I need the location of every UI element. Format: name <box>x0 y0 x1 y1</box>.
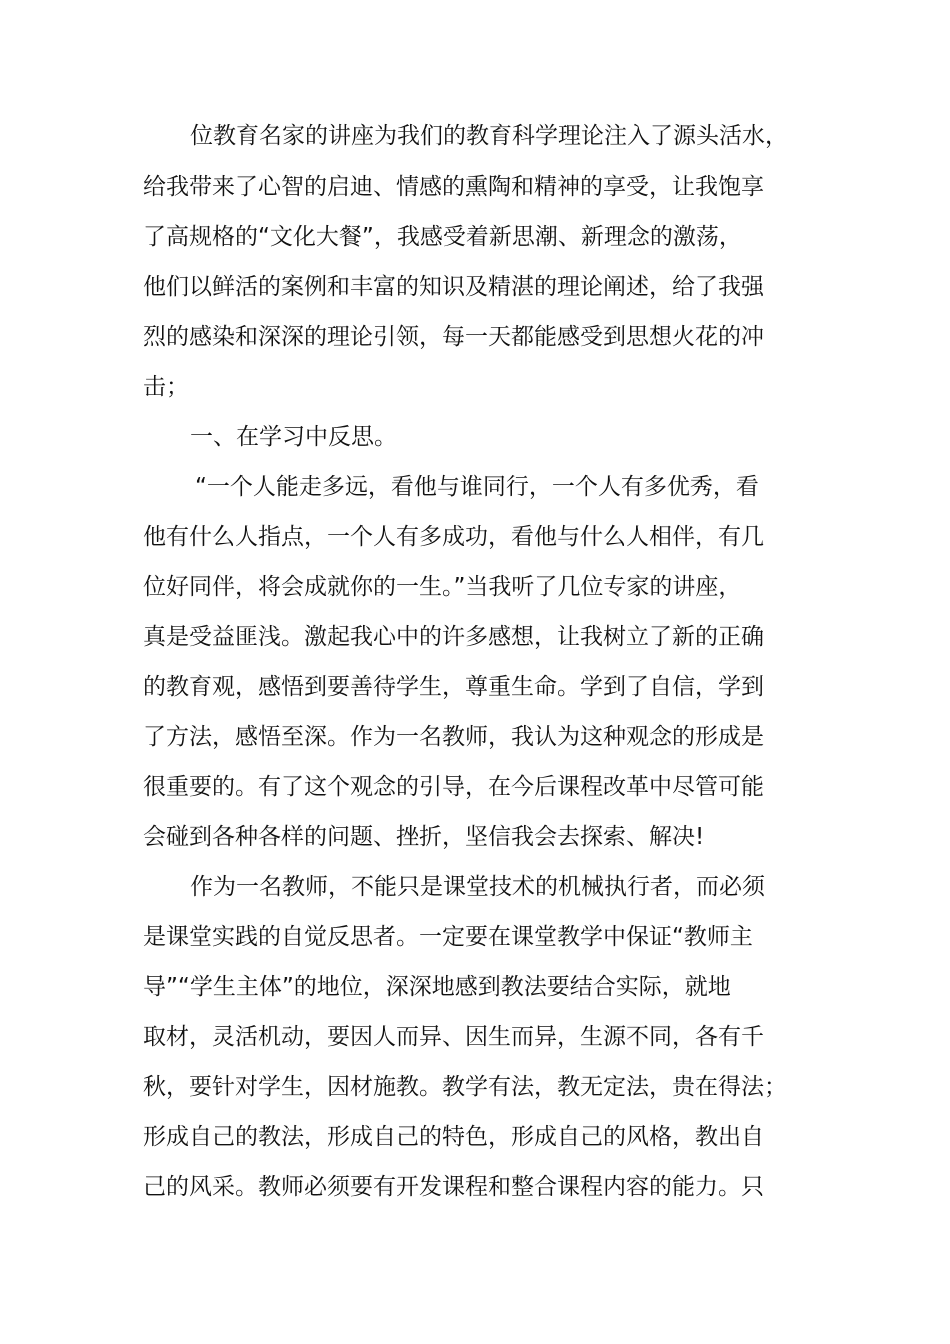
paragraph-4-line-5: 秋，要针对学生，因材施教。教学有法，教无定法，贵在得法； <box>143 1074 787 1100</box>
paragraph-4-line-6: 形成自己的教法，形成自己的特色，形成自己的风格，教出自 <box>143 1124 764 1150</box>
paragraph-4-line-1: 作为一名教师，不能只是课堂技术的机械执行者，而必须 <box>190 874 765 900</box>
paragraph-1-line-3: 了高规格的“文化大餐”，我感受着新思潮、新理念的激荡， <box>143 224 742 250</box>
paragraph-1-line-6: 击； <box>143 374 189 400</box>
paragraph-3-line-7: 很重要的。有了这个观念的引导，在今后课程改革中尽管可能 <box>143 774 764 800</box>
section-heading: 一、在学习中反思。 <box>190 424 397 450</box>
paragraph-3-line-6: 了方法，感悟至深。作为一名教师，我认为这种观念的形成是 <box>143 724 764 750</box>
paragraph-3-line-2: 他有什么人指点，一个人有多成功，看他与什么人相伴，有几 <box>143 524 764 550</box>
paragraph-4-line-7: 己的风采。教师必须要有开发课程和整合课程内容的能力。只 <box>143 1174 764 1200</box>
paragraph-3-line-5: 的教育观，感悟到要善待学生，尊重生命。学到了自信，学到 <box>143 674 764 700</box>
paragraph-1-line-4: 他们以鲜活的案例和丰富的知识及精湛的理论阐述，给了我强 <box>143 274 764 300</box>
paragraph-1-line-5: 烈的感染和深深的理论引领，每一天都能感受到思想火花的冲 <box>143 324 764 350</box>
paragraph-4-line-3: 导”“学生主体”的地位，深深地感到教法要结合实际，就地 <box>143 974 731 1000</box>
paragraph-1-line-1: 位教育名家的讲座为我们的教育科学理论注入了源头活水， <box>190 123 788 149</box>
paragraph-3-line-3: 位好同伴，将会成就你的一生。”当我听了几位专家的讲座， <box>143 574 742 600</box>
paragraph-3-line-4: 真是受益匪浅。激起我心中的许多感想，让我树立了新的正确 <box>143 624 764 650</box>
paragraph-3-line-8: 会碰到各种各样的问题、挫折，坚信我会去探索、解决! <box>143 824 705 850</box>
paragraph-4-line-2: 是课堂实践的自觉反思者。一定要在课堂教学中保证“教师主 <box>143 924 753 950</box>
paragraph-3-line-1: “一个人能走多远，看他与谁同行，一个人有多优秀，看 <box>195 474 759 500</box>
paragraph-4-line-4: 取材，灵活机动，要因人而异、因生而异，生源不同，各有千 <box>143 1024 764 1050</box>
paragraph-1-line-2: 给我带来了心智的启迪、情感的熏陶和精神的享受，让我饱享 <box>143 174 764 200</box>
